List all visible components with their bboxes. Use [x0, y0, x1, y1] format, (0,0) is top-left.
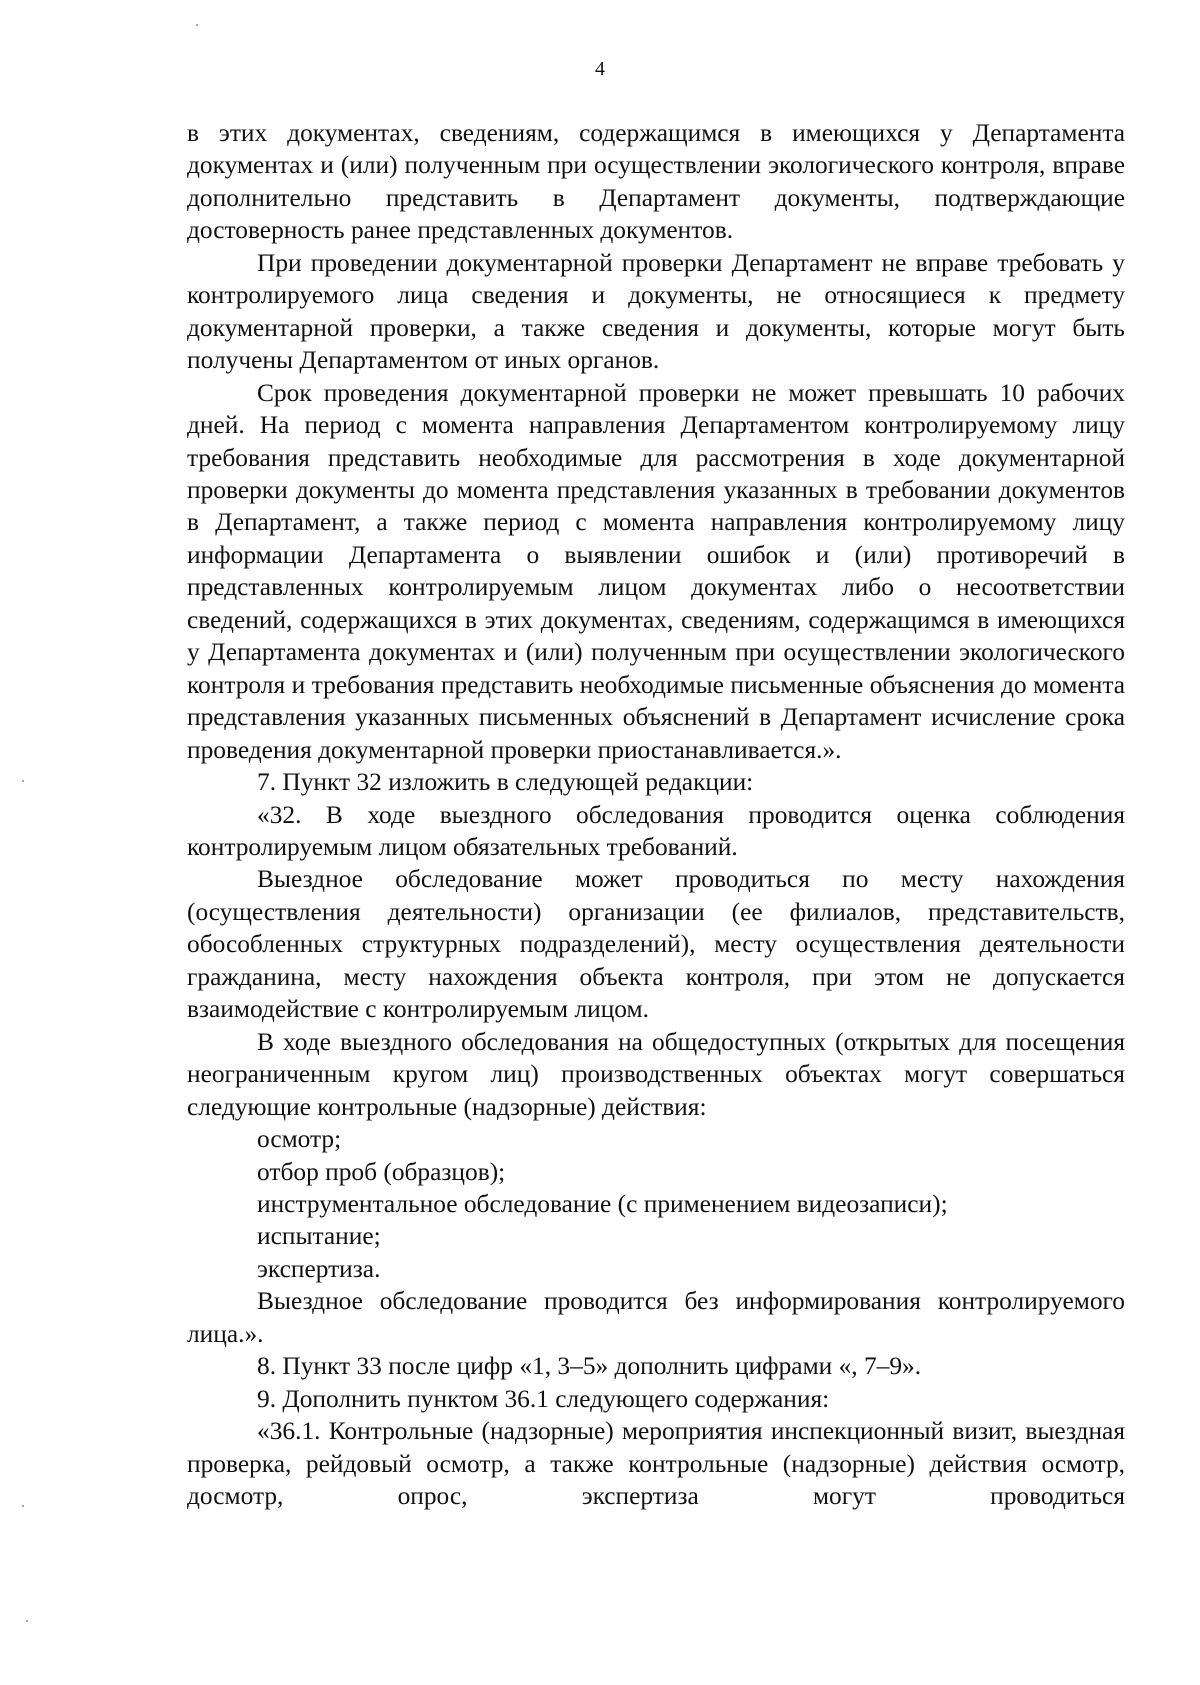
scan-speck: [22, 780, 24, 782]
list-item: отбор проб (образцов);: [257, 1157, 506, 1186]
paragraph-no-notification: Выездное обследование проводится без информирования контролируемого лица.».: [187, 1287, 1125, 1348]
paragraph-inspection-term: Срок проведения документарной проверки не может превышать 10 рабочих дней. На период с момента направления Департаментом контролируемому лицу требования представить необходимые для рассмотрения в ходе документарной проверки документы до момента представления указанных в требовании документов в Департамент, а также период с момента направления контролируемому лицу информации Департамента о выявлении ошибок и (или) противоречий в представленных контролируемым лицом документах либо о несоответствии сведений, содержащихся в этих документах, сведениям, содержащимся в имеющихся у Департамента документах и (или) полученным при осуществлении экологического контроля и требования представить необходимые письменные объяснения до момента представления указанных письменных объяснений в Департамент исчисление срока проведения документарной проверки приостанавливается.».: [187, 378, 1125, 764]
document-body: [187, 117, 1125, 1512]
list-item: осмотр;: [257, 1125, 342, 1154]
paragraph-clause-32: «32. В ходе выездного обследования проводится оценка соблюдения контролируемым лицом обязательных требований.: [187, 800, 1125, 861]
paragraph-field-survey-location: Выездное обследование может проводиться по месту нахождения (осуществления деятельности) организации (ее филиалов, представительств, обособленных структурных подразделений), месту осуществления деятельности гражданина, месту нахождения объекта контроля, при этом не допускается взаимодействие с контролируемым лицом.: [187, 865, 1125, 1024]
scan-speck: [26, 1620, 28, 1622]
scan-speck: [196, 24, 198, 26]
list-item: экспертиза.: [257, 1254, 381, 1283]
paragraph-item-9: 9. Дополнить пунктом 36.1 следующего содержания:: [257, 1384, 830, 1413]
list-item: испытание;: [257, 1222, 381, 1251]
page-number: 4: [595, 58, 605, 80]
scan-speck: [22, 1505, 24, 1507]
list-item: инструментальное обследование (с применением видеозаписи);: [257, 1189, 948, 1218]
paragraph-continuation: в этих документах, сведениям, содержащимся в имеющихся у Департамента документах и (или) полученным при осуществлении экологического контроля, вправе дополнительно представить в Департамент документы, подтверждающие достоверность ранее представленных документов.: [187, 119, 1125, 245]
paragraph-field-survey-actions: В ходе выездного обследования на общедоступных (открытых для посещения неограниченным кругом лиц) производственных объектах могут совершаться следующие контрольные (надзорные) действия:: [187, 1027, 1125, 1121]
paragraph-clause-36-1: «36.1. Контрольные (надзорные) мероприятия инспекционный визит, выездная проверка, рейдовый осмотр, а также контрольные (надзорные) действия осмотр, досмотр, опрос, экспертиза могут проводиться: [187, 1417, 1125, 1511]
paragraph-item-8: 8. Пункт 33 после цифр «1, 3–5» дополнить цифрами «, 7–9».: [257, 1352, 922, 1381]
paragraph-inspection-restrictions: При проведении документарной проверки Департамент не вправе требовать у контролируемого лица сведения и документы, не относящиеся к предмету документарной проверки, а также сведения и документы, которые могут быть получены Департаментом от иных органов.: [187, 248, 1125, 375]
paragraph-item-7: 7. Пункт 32 изложить в следующей редакции:: [257, 768, 754, 797]
